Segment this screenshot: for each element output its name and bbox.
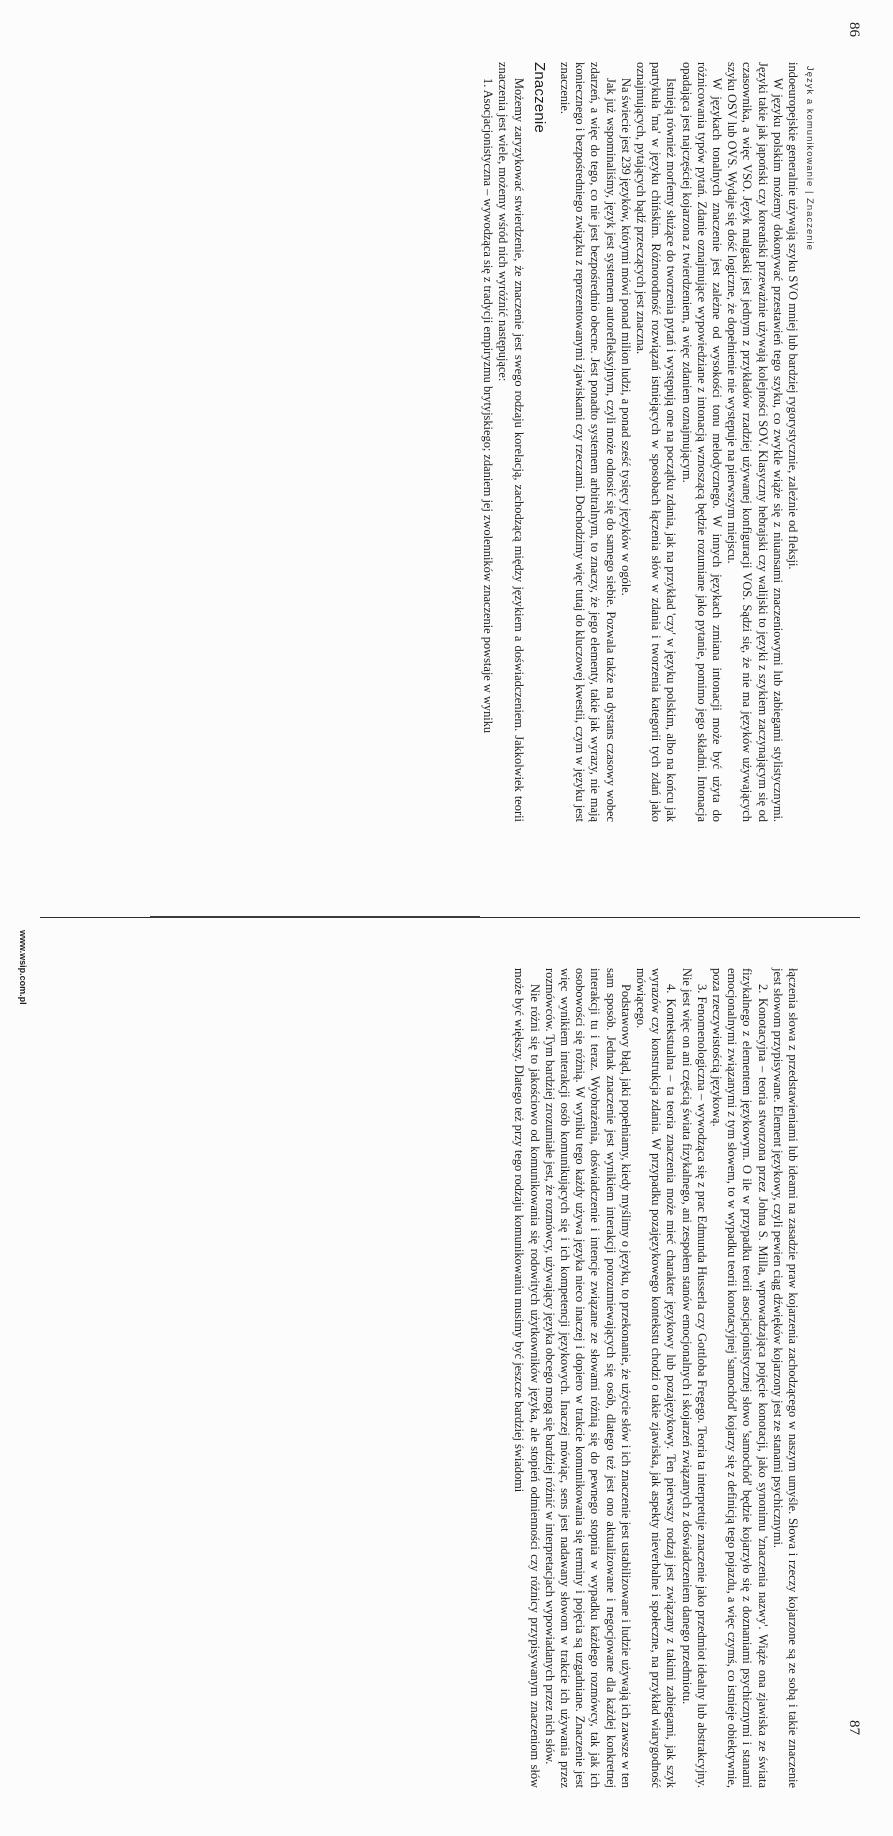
paragraph: Jak już wspominaliśmy, język jest systemem autorefleksyjnym, czyli może odnosić się do samego siebie. Pozwala także na dystans czasowy wobec zdarzeń, a więc do tego, co nie jest bezpośrednio obecne. Jest ponadto systemem arbitralnym, to znaczy, że jego elementy, takie jak wyrazy, nie mają koniecznego i bezpośredniego związku z reprezentowanymi zjawiskami czy rzeczami. Dochodzimy więc tutaj do kluczowej kwestii, czym w języku jest znaczenie. (557, 62, 618, 822)
paragraph: 2. Konotacyjna – teoria stworzona przez Johna S. Milla, wprowadzająca pojęcie konotacji, jako synonimu 'znaczenia nazwy'. Wiąże ona zjawiska ze świata fizykalnego z elementem językowym. O ile w przypadku teorii asocjacjonistycznej słowo 'samochód' będzie kojarzyło się z doznaniami psychicznymi i stanami emocjonalnymi związanymi z tym słowem, to w wypadku teorii konotacyjnej 'samochód' kojarzy się z definicją tego pojazdu, a więc czymś, co istnieje obiektywnie, poza rzeczywistością językową. (709, 968, 770, 1788)
paragraph: 3. Fenomenologiczna – wywodząca się z prac Edmunda Husserla czy Gottloba Fregego. Teoria ta interpretuje znaczenie jako przedmiot idealny lub abstrakcyjny. Nie jest więc on ani częścią świata fizykalnego, ani zespołem stanów emocjonalnych i skojarzeń związanych z doświadczeniem danego przedmiotu. (679, 968, 709, 1788)
paragraph: 4. Kontekstualna – ta teoria znaczenia może mieć charakter językowy lub pozajęzykowy. Ten pierwszy rodzaj jest związany z takimi zabiegami, jak szyk wyrazów czy konstrukcja zdania. W przypadku pozajęzykowego kontekstu chodzi o takie zjawiska, jak aspekty nieverbalne i społeczne, na przykład wiarygodność mówiącego. (633, 968, 679, 1788)
paragraph: indoeuropejskie generalnie używają szyku SVO mniej lub bardziej rygorystycznie, zależnie od fleksji. (786, 62, 800, 570)
page-86-body (25, 62, 800, 822)
paragraph: Możemy zaryzykować stwierdzenie, że znaczenie jest swego rodzaju korelacją, zachodzącą między językiem a doświadczeniem. Jakkolwiek teorii znaczenia jest wiele, możemy wśród nich wyróżnić następujące: (496, 62, 526, 822)
running-head: Język a komunikowanie | Znaczenie (804, 66, 815, 251)
paragraph: Istnieją również morfemy służące do tworzenia pytań i występują one na początku zdania, jak na przykład 'czy' w języku polskim, albo na końcu jak partykuła 'ma' w języku chińskim. Różnorodność rozwiązań istniejących w sposobach łączenia słów w zdania i tworzenia kategorii tych zdań jako oznajmujących, pytających bądź przeczących jest znaczna. (633, 62, 679, 822)
page-number-86: 86 (846, 22, 862, 37)
page-87-body (25, 968, 800, 1788)
paragraph: W języku polskim możemy dokonywać przestawień tego szyku, co zwykle wiąże się z niuansami znaczeniowymi lub zabiegami stylistycznymi. Języki takie jak japoński czy koreański przeważnie używają kolejności SOV. Klasyczny hebrajski czy walijski to języki z szykiem zaczynającym się od czasownika, a więc VSO. Język malgaski jest jednym z przykładów rzadziej używanej konfiguracji VOS. Sądzi się, że nie ma języków używających szyku OSV lub OVS. Wydaje się dość logiczne, że dopełnienie nie występuje na pierwszym miejscu. (725, 62, 785, 822)
paragraph: 1. Asocjacjonistyczna – wywodząca się z tradycji empiryzmu brytyjskiego; zdaniem jej zwolenników znaczenie powstaje w wyniku (481, 78, 496, 734)
page-87 (0, 918, 893, 1836)
paragraph: W językach tonalnych znaczenie jest zależne od wysokości tonu melodycznego. W innych językach zmiana intonacji może być użyta do różnicowania typów pytań. Zdanie oznajmujące wypowiedziane z intonacją wznoszącą będzie rozumiane jako pytanie, pomimo jego składni. Intonacja opadająca jest najczęściej kojarzona z twierdzeniem, a więc zdaniem oznajmującym. (679, 62, 724, 822)
footer-url: www.wsip.com.pl (18, 930, 28, 1005)
page-number-87: 87 (846, 1720, 862, 1735)
paragraph: łączenia słowa z przedstawieniami lub ideami na zasadzie praw kojarzenia zachodzącego w naszym umyśle. Słowa i rzeczy kojarzone są ze sobą i takie znaczenie jest słowom przypisywane. Element językowy, czyli pewien ciąg dźwięków kojarzony jest ze stanami psychicznymi. (770, 968, 800, 1788)
section-heading: Znaczenie (530, 62, 548, 134)
paragraph: Na świecie jest 239 języków, którymi mówi ponad milion ludzi, a ponad sześć tysięcy języków w ogóle. (618, 78, 633, 596)
paragraph: Podstawowy błąd, jaki popełniamy, kiedy myślimy o języku, to przekonanie, że użycie słów i ich znaczenie jest ustabilizowane i ludzie używają ich zawsze w ten sam sposób. Jednak znaczenie jest wynikiem interakcji porozumiewających się osób, dlatego też jest ono aktualizowane i negocjowane dla każdej konkretnej interakcji tu i teraz. Wyobrażenia, doświadczenie i intencje związane ze słowami różnią się do pewnego stopnia w wypadku każdego rozmówcy, tak jak ich osobowości się różnią. W wyniku tego każdy używa języka nieco inaczej i dopiero w trakcie komunikowania się terminy i pojęcia są uzgadniane. Znaczenie jest więc wynikiem interakcji osób komunikujących się i ich kompetencji językowych. Inaczej mówiąc, sens jest nadawany słowom w trakcie ich używania przez rozmówców. Tym bardziej zrozumiałe jest, że rozmówcy, używający języka obcego mogą się bardziej różnić w interpretacjach wypowiadanych przez nich słów. (542, 968, 633, 1788)
paragraph: Nie różni się to jakościowo od komunikowania się rodowitych użytkowników języka, ale stopień odmienności czy różnicy przypisywanym znaczeniom słów może być większy. Dlatego też przy tego rodzaju komunikowaniu musimy być jeszcze bardziej świadomi (512, 968, 542, 1788)
